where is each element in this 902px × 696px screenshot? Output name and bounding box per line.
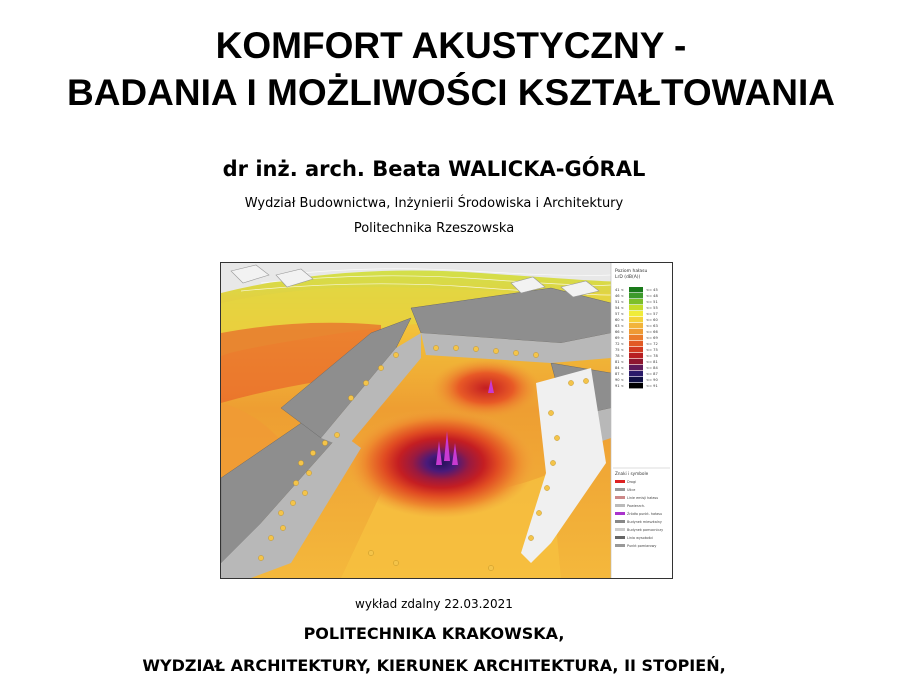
scale-label-left: 90 < [615, 378, 624, 382]
scale-label-right: <= 57 [646, 312, 658, 316]
noise-map-figure [220, 262, 673, 579]
scale-swatch [629, 311, 643, 316]
symbols-title: Znaki i symbole [615, 471, 649, 476]
scale-label-left: 72 < [615, 342, 624, 346]
department-name: WYDZIAŁ ARCHITEKTURY, KIERUNEK ARCHITEKTURA, II STOPIEŃ, [142, 656, 726, 675]
faculty-name: Wydział Budownictwa, Inżynierii Środowiska i Architektury [244, 196, 624, 211]
scale-label-right: <= 81 [646, 360, 658, 364]
symbol-label: Budynek mieszkalny [627, 520, 662, 524]
scale-swatch [629, 299, 643, 304]
university-name: Politechnika Rzeszowska [353, 221, 515, 236]
scale-label-right: <= 78 [646, 354, 658, 358]
scale-swatch [629, 335, 643, 340]
symbol-label: Linia wysokości [627, 536, 654, 540]
legend-title-2: LrD (dB(A)) [615, 275, 641, 280]
scale-label-left: 66 < [615, 330, 624, 334]
scale-label-right: <= 72 [646, 342, 658, 346]
symbol-marker [615, 488, 625, 491]
scale-swatch [629, 353, 643, 358]
symbol-marker [615, 480, 625, 483]
symbol-marker [615, 536, 625, 539]
scale-label-right: <= 63 [646, 324, 658, 328]
legend-title-1: Poziom hałasu [615, 269, 648, 274]
scale-swatch [629, 347, 643, 352]
symbol-label: Źródło punkt. hałasu [627, 512, 663, 516]
scale-label-left: 57 < [615, 312, 624, 316]
scale-label-left: 51 < [615, 300, 624, 304]
scale-label-right: <= 66 [646, 330, 658, 334]
scale-swatch [629, 317, 643, 322]
noise-map-image [221, 263, 672, 578]
symbol-label: Punkt pomiarowy [627, 544, 657, 548]
scale-label-right: <= 48 [646, 294, 658, 298]
scale-swatch [629, 287, 643, 292]
symbol-label: Budynek pomocniczy [627, 528, 664, 532]
scale-label-left: 41 < [615, 288, 624, 292]
scale-swatch [629, 293, 643, 298]
scale-label-right: <= 45 [646, 288, 658, 292]
scale-label-right: <= 90 [646, 378, 658, 382]
scale-swatch [629, 365, 643, 370]
scale-label-left: 81 < [615, 360, 624, 364]
scale-label-left: 87 < [615, 372, 624, 376]
scale-swatch [629, 329, 643, 334]
scale-label-left: 91 < [615, 384, 624, 388]
scale-label-right: <= 51 [646, 300, 658, 304]
scale-swatch [629, 341, 643, 346]
symbol-label: Ulice [627, 488, 636, 492]
scale-label-right: <= 55 [646, 306, 658, 310]
symbol-label: Powierzch. [627, 504, 646, 508]
legend-scale [615, 287, 658, 388]
scale-label-left: 75 < [615, 348, 624, 352]
symbol-marker [615, 504, 625, 507]
title-line-2: BADANIA I MOŻLIWOŚCI KSZTAŁTOWANIA [66, 72, 836, 113]
symbol-marker [615, 512, 625, 515]
scale-label-left: 78 < [615, 354, 624, 358]
scale-swatch [629, 305, 643, 310]
scale-label-right: <= 75 [646, 348, 658, 352]
scale-swatch [629, 383, 643, 388]
scale-label-right: <= 69 [646, 336, 658, 340]
institution-name: POLITECHNIKA KRAKOWSKA, [303, 624, 565, 643]
scale-label-right: <= 91 [646, 384, 658, 388]
scale-label-left: 84 < [615, 366, 624, 370]
symbol-marker [615, 496, 625, 499]
scale-swatch [629, 377, 643, 382]
scale-swatch [629, 359, 643, 364]
scale-swatch [629, 323, 643, 328]
symbol-label: Drogi [627, 480, 637, 484]
symbol-label: Linie emisji hałasu [627, 496, 659, 500]
lecture-date: wykład zdalny 22.03.2021 [355, 597, 513, 611]
scale-label-right: <= 84 [646, 366, 658, 370]
title-line-1: KOMFORT AKUSTYCZNY - [215, 25, 687, 66]
symbol-marker [615, 528, 625, 531]
scale-label-right: <= 87 [646, 372, 658, 376]
symbol-marker [615, 520, 625, 523]
symbol-marker [615, 544, 625, 547]
scale-label-left: 46 < [615, 294, 624, 298]
author-name: dr inż. arch. Beata WALICKA-GÓRAL [222, 157, 646, 181]
scale-swatch [629, 371, 643, 376]
scale-label-left: 54 < [615, 306, 624, 310]
scale-label-left: 69 < [615, 336, 624, 340]
scale-label-left: 60 < [615, 318, 624, 322]
scale-label-left: 63 < [615, 324, 624, 328]
scale-label-right: <= 60 [646, 318, 658, 322]
